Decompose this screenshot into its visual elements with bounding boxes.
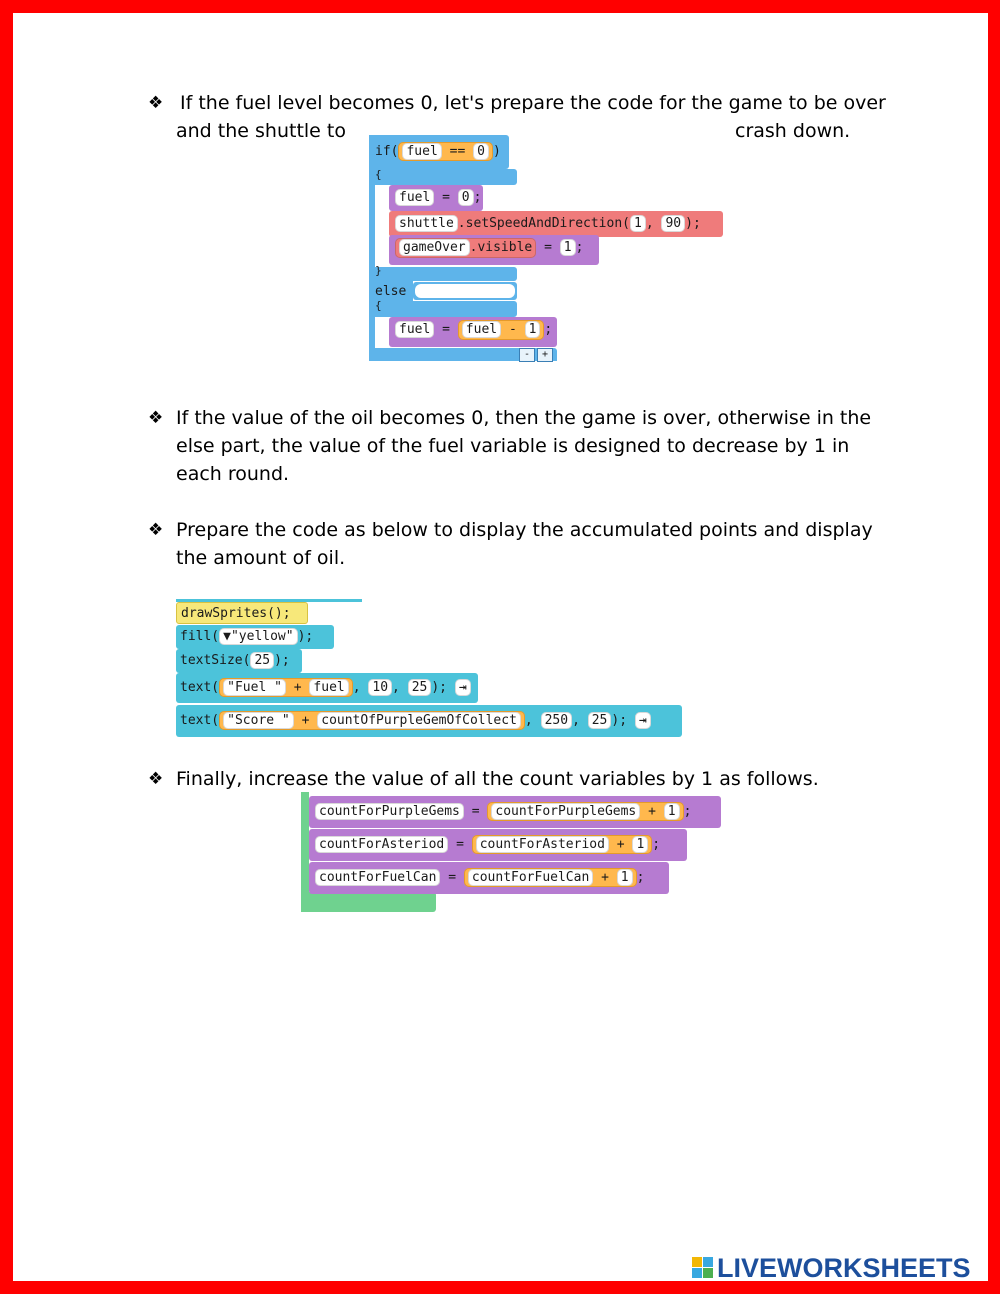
paragraph-text: and the shuttle to [176,120,346,142]
paragraph-text: If the value of the oil becomes 0, then the game is over, otherwise in the else part, the value of the fuel variable is designed to decrease by 1 in each round. [176,407,872,485]
code-line-textsize[interactable]: textSize( 25 ); [176,649,302,673]
paragraph-fuel-zero-line2-end [735,117,875,145]
liveworksheets-logo [692,1253,971,1283]
paragraph-text: crash down. [735,120,851,142]
liveworksheets-mark-icon [692,1257,714,1279]
code-line-fuel-zero[interactable]: fuel = 0 ; [389,185,483,211]
code-line-shuttle[interactable]: shuttle .setSpeedAndDirection( 1 , 90 ); [389,211,723,237]
logo-text: LIVEWORKSHEETS [717,1252,971,1283]
paragraph-display-points [148,516,888,572]
bullet-icon: ❖ [148,93,164,113]
cond-variable[interactable]: fuel [402,143,441,160]
paragraph-text: Finally, increase the value of all the count variables by 1 as follows. [176,768,819,790]
code-line-text-score[interactable]: text( "Score " + countOfPurpleGemOfCollect , 250 , 25 ); ⇥ [176,705,682,737]
paragraph-text: Prepare the code as below to display the accumulated points and display the amount of oil. [176,519,873,569]
if-keyword: if( [375,144,399,159]
dropdown-arrow-icon[interactable]: ▼ [223,629,231,644]
else-keyword: else [375,284,407,299]
bullet-icon: ❖ [148,769,164,789]
expand-button[interactable]: + [537,348,553,362]
code-line-text-fuel[interactable]: text( "Fuel " + fuel , 10 , 25 ); ⇥ [176,673,478,703]
expand-args-icon[interactable]: ⇥ [635,712,651,729]
code-line-fill[interactable]: fill( ▼"yellow" ); [176,625,334,649]
code-block-counters [301,792,731,916]
code-line-fuel-decrement[interactable]: fuel = fuel - 1 ; [389,317,557,347]
paragraph-fuel-zero [148,89,888,117]
bullet-icon: ❖ [148,520,164,540]
code-block-if-else: if( fuel == 0 ) { fuel = 0 ; shuttle .setSpeedAndDirection( 1 , 90 ); gameOver .visible = 1 ; } else { fuel = fuel - 1 ; - + [369,135,729,361]
paragraph-increase-counts [148,765,888,793]
code-block-display [176,599,686,739]
cond-value[interactable]: 0 [473,143,489,160]
code-line-count-asteriod[interactable]: countForAsteriod = countForAsteriod + 1 ; [309,829,687,861]
code-line-count-fuelcan[interactable]: countForFuelCan = countForFuelCan + 1 ; [309,862,669,894]
code-line-gameover[interactable]: gameOver .visible = 1 ; [389,235,599,265]
paragraph-text: If the fuel level becomes 0, let's prepare the code for the game to be over [180,92,886,114]
code-line-count-purple-gems[interactable]: countForPurpleGems = countForPurpleGems + 1 ; [309,796,721,828]
cond-operator: == [449,144,466,159]
collapse-button[interactable]: - [519,348,535,362]
paragraph-else-part [148,404,888,488]
expand-args-icon[interactable]: ⇥ [455,679,471,696]
bullet-icon: ❖ [148,408,164,428]
code-line-drawsprites[interactable]: drawSprites(); [176,602,308,624]
block-footer [301,892,436,912]
